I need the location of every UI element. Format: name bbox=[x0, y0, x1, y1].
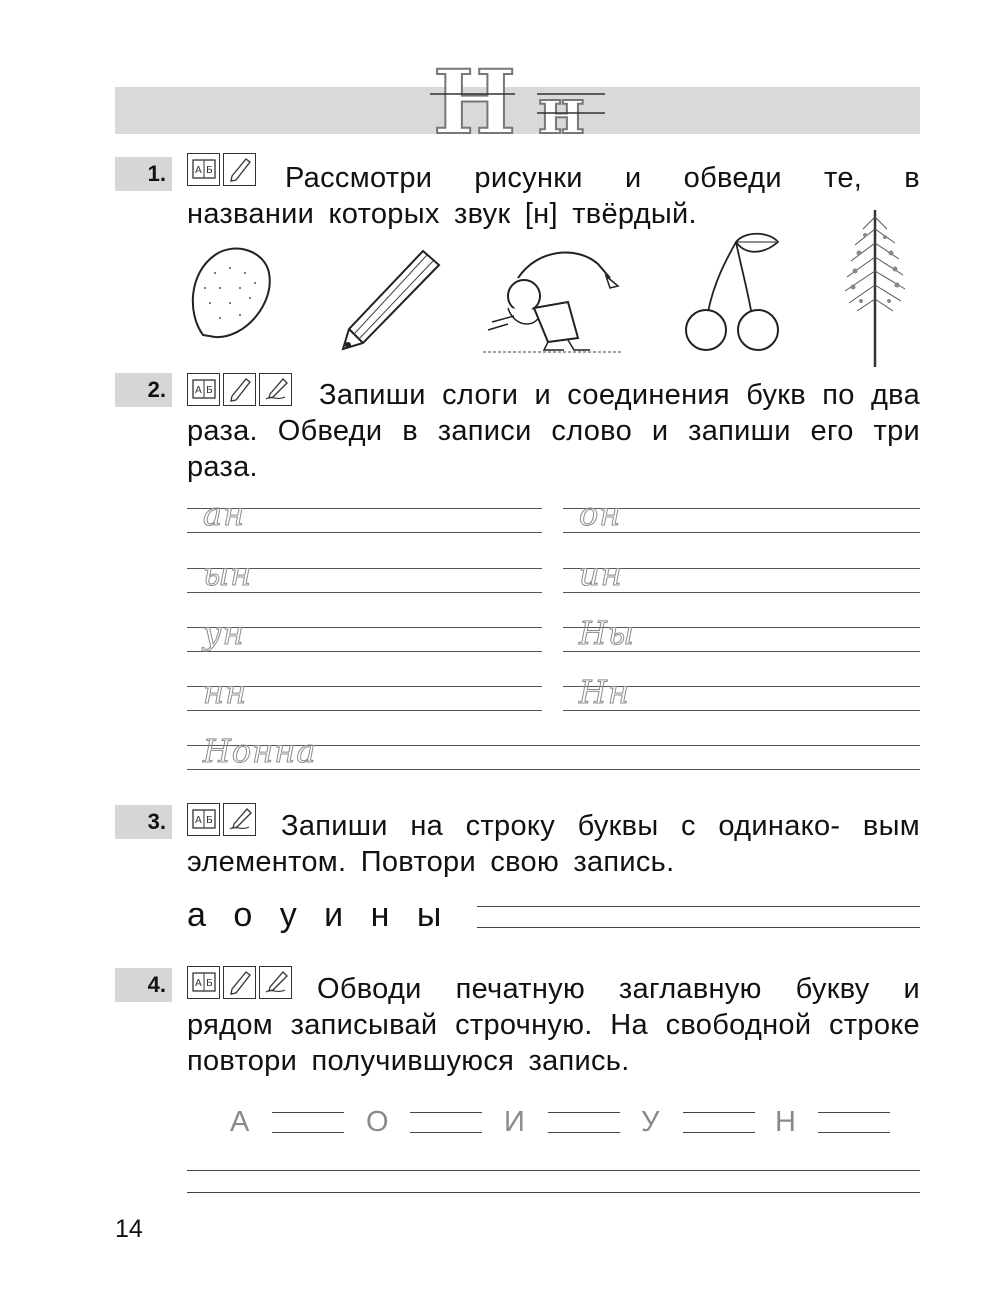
letter-line[interactable] bbox=[548, 1132, 620, 1133]
letter-sequence: а о у и н ы bbox=[187, 896, 444, 934]
header-upper-letter: Н bbox=[433, 58, 517, 138]
write-row-word[interactable] bbox=[187, 732, 920, 770]
write-row-right-3[interactable] bbox=[563, 614, 920, 652]
capital-letter: И bbox=[504, 1106, 525, 1138]
svg-text:А: А bbox=[194, 384, 202, 396]
write-row-right-2[interactable] bbox=[563, 555, 920, 593]
trace-syllable: ин bbox=[579, 555, 623, 593]
exercise-2-number: 2. bbox=[115, 373, 172, 407]
pencil-picture[interactable] bbox=[335, 245, 445, 355]
letter-line[interactable] bbox=[410, 1112, 482, 1113]
svg-text:Б: Б bbox=[205, 814, 213, 826]
answer-line-top[interactable] bbox=[477, 906, 920, 907]
letter-line[interactable] bbox=[272, 1132, 344, 1133]
exercise-1-text: Рассмотри рисунки и обведи те, в названии которых звук [н] твёрдый. bbox=[187, 162, 920, 230]
cherry-picture[interactable] bbox=[680, 232, 785, 352]
header-lower-letter: н bbox=[538, 74, 585, 138]
write-row-left-1[interactable] bbox=[187, 495, 542, 533]
pine-tree-picture[interactable] bbox=[835, 205, 915, 370]
letter-line[interactable] bbox=[818, 1112, 890, 1113]
lemon-picture[interactable] bbox=[185, 243, 275, 343]
capital-letter: А bbox=[230, 1106, 250, 1138]
letter-line[interactable] bbox=[272, 1112, 344, 1113]
page-number: 14 bbox=[115, 1215, 143, 1243]
trace-syllable: ан bbox=[203, 495, 246, 533]
free-line-bottom[interactable] bbox=[187, 1192, 920, 1193]
exercise-3-text: Запиши на строку буквы с одинако- вым элементом. Повтори свою запись. bbox=[187, 810, 920, 878]
trace-syllable: ун bbox=[203, 614, 245, 652]
free-line-top[interactable] bbox=[187, 1170, 920, 1171]
trace-syllable: Нн bbox=[579, 673, 630, 711]
trace-syllable: ын bbox=[203, 555, 253, 593]
answer-line-bottom[interactable] bbox=[477, 927, 920, 928]
trace-syllable: он bbox=[579, 495, 622, 533]
svg-text:Б: Б bbox=[205, 977, 213, 989]
svg-text:А: А bbox=[194, 977, 202, 989]
gnome-picture[interactable] bbox=[478, 238, 628, 358]
letter-line[interactable] bbox=[548, 1112, 620, 1113]
letter-line[interactable] bbox=[410, 1132, 482, 1133]
svg-text:А: А bbox=[194, 814, 202, 826]
trace-syllable: Ны bbox=[579, 614, 635, 652]
capital-letter: Н bbox=[775, 1106, 796, 1138]
write-row-right-4[interactable] bbox=[563, 673, 920, 711]
svg-text:Б: Б bbox=[205, 164, 213, 176]
header-letters bbox=[425, 58, 625, 138]
svg-text:Б: Б bbox=[205, 384, 213, 396]
letter-line[interactable] bbox=[818, 1132, 890, 1133]
capital-letter: У bbox=[641, 1106, 660, 1138]
exercise-2-text: Запиши слоги и соединения букв по два раза. Обведи в записи слово и запиши его три раза. bbox=[187, 379, 920, 483]
write-row-right-1[interactable] bbox=[563, 495, 920, 533]
trace-syllable: нн bbox=[203, 673, 248, 711]
letter-line[interactable] bbox=[683, 1132, 755, 1133]
exercise-1-number: 1. bbox=[115, 157, 172, 191]
letter-line[interactable] bbox=[683, 1112, 755, 1113]
write-row-left-3[interactable] bbox=[187, 614, 542, 652]
exercise-4-text: Обводи печатную заглавную букву и рядом записывай строчную. На свободной строке повтори получившуюся запись. bbox=[187, 973, 920, 1077]
exercise-3-number: 3. bbox=[115, 805, 172, 839]
write-row-left-2[interactable] bbox=[187, 555, 542, 593]
capital-letter: О bbox=[366, 1106, 389, 1138]
trace-word: Нонна bbox=[203, 732, 317, 770]
write-row-left-4[interactable] bbox=[187, 673, 542, 711]
svg-text:А: А bbox=[194, 164, 202, 176]
exercise-4-number: 4. bbox=[115, 968, 172, 1002]
